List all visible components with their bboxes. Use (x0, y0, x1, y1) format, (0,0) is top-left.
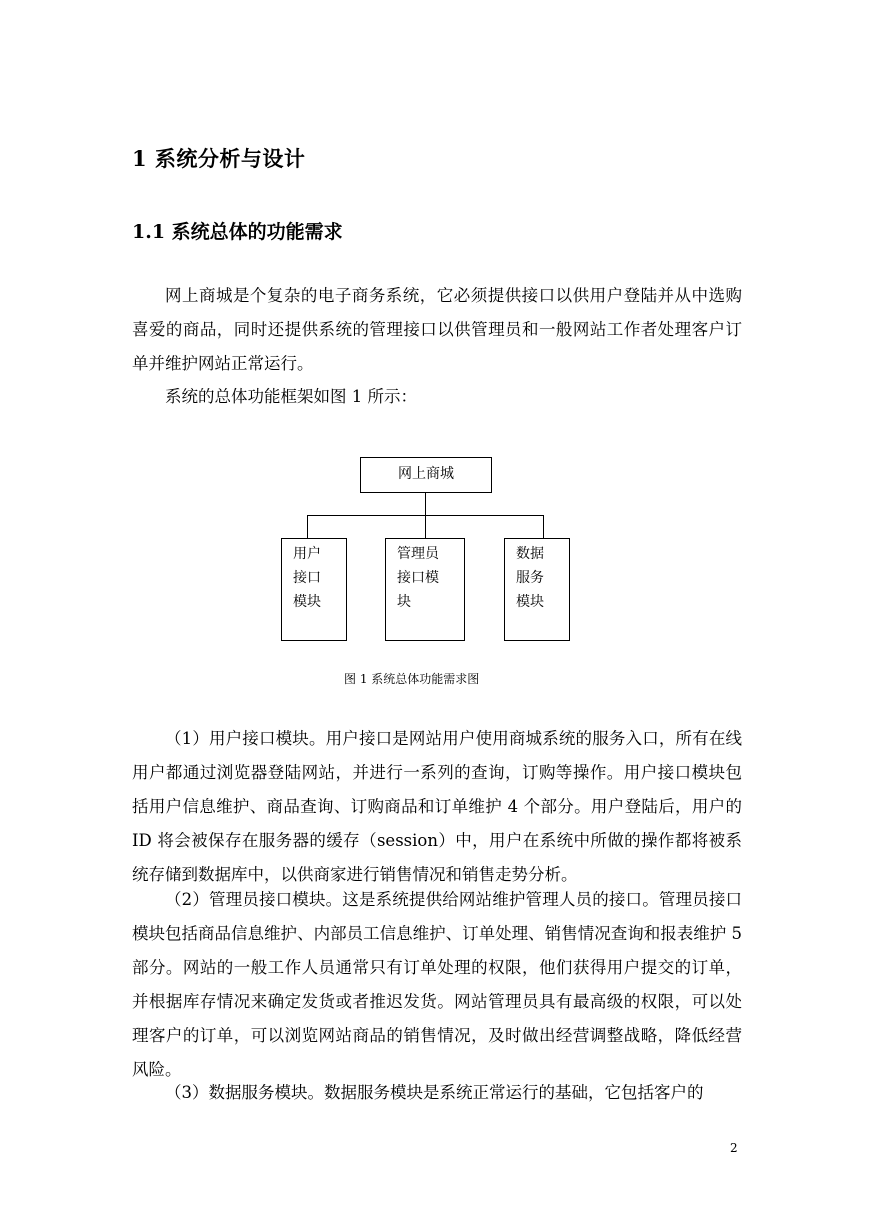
diagram-node-admin-interface (385, 538, 465, 641)
page-number: 2 (730, 1141, 738, 1155)
diagram-node-user-interface (281, 538, 347, 641)
connector-right (543, 515, 544, 538)
connector-middle (425, 515, 426, 538)
node-line: 块 (397, 594, 411, 610)
subsection-heading: 1.1 系统总体的功能需求 (132, 221, 343, 243)
paragraph-framework: 系统的总体功能框架如图 1 所示： (165, 387, 417, 406)
node-line: 接口 (293, 570, 321, 586)
node-line: 用户 (293, 546, 321, 562)
node-line: 接口模 (397, 570, 439, 586)
diagram-node-data-service (504, 538, 570, 641)
connector-horizontal (307, 515, 544, 516)
node-line: 管理员 (397, 546, 439, 562)
diagram-root-node: 网上商城 (360, 457, 492, 493)
section-heading: 1 系统分析与设计 (132, 146, 306, 171)
node-line: 服务 (516, 570, 544, 586)
node-line: 数据 (516, 546, 544, 562)
connector-vertical-root (425, 493, 426, 516)
node-line: 模块 (293, 594, 321, 610)
paragraph-module-1: （1）用户接口模块。用户接口是网站用户使用商城系统的服务入口，所有在线用户都通过浏览器登陆网站，并进行一系列的查询，订购等操作。用户接口模块包括用户信息维护、商品查询、订购商品和订单维护 4 个部分。用户登陆后，用户的 ID 将会被保存在服务器的缓存（session）中，用户在系统中所做的操作都将被系统存储到数据库中，以供商家进行销售情况和销售走势分析。 (132, 729, 742, 884)
paragraph-module-2: （2）管理员接口模块。这是系统提供给网站维护管理人员的接口。管理员接口模块包括商品信息维护、内部员工信息维护、订单处理、销售情况查询和报表维护 5 部分。网站的一般工作人员通常只有订单处理的权限，他们获得用户提交的订单，并根据库存情况来确定发货或者推迟发货。网站管理员具有最高级的权限，可以处理客户的订单，可以浏览网站商品的销售情况，及时做出经营调整战略，降低经营风险。 (132, 890, 742, 1079)
connector-left (307, 515, 308, 538)
node-line: 模块 (516, 594, 544, 610)
paragraph-module-3: （3）数据服务模块。数据服务模块是系统正常运行的基础，它包括客户的 (165, 1083, 704, 1102)
figure-caption: 图 1 系统总体功能需求图 (344, 672, 480, 686)
paragraph-intro: 网上商城是个复杂的电子商务系统，它必须提供接口以供用户登陆并从中选购喜爱的商品，同时还提供系统的管理接口以供管理员和一般网站工作者处理客户订单并维护网站正常运行。 (132, 286, 742, 373)
